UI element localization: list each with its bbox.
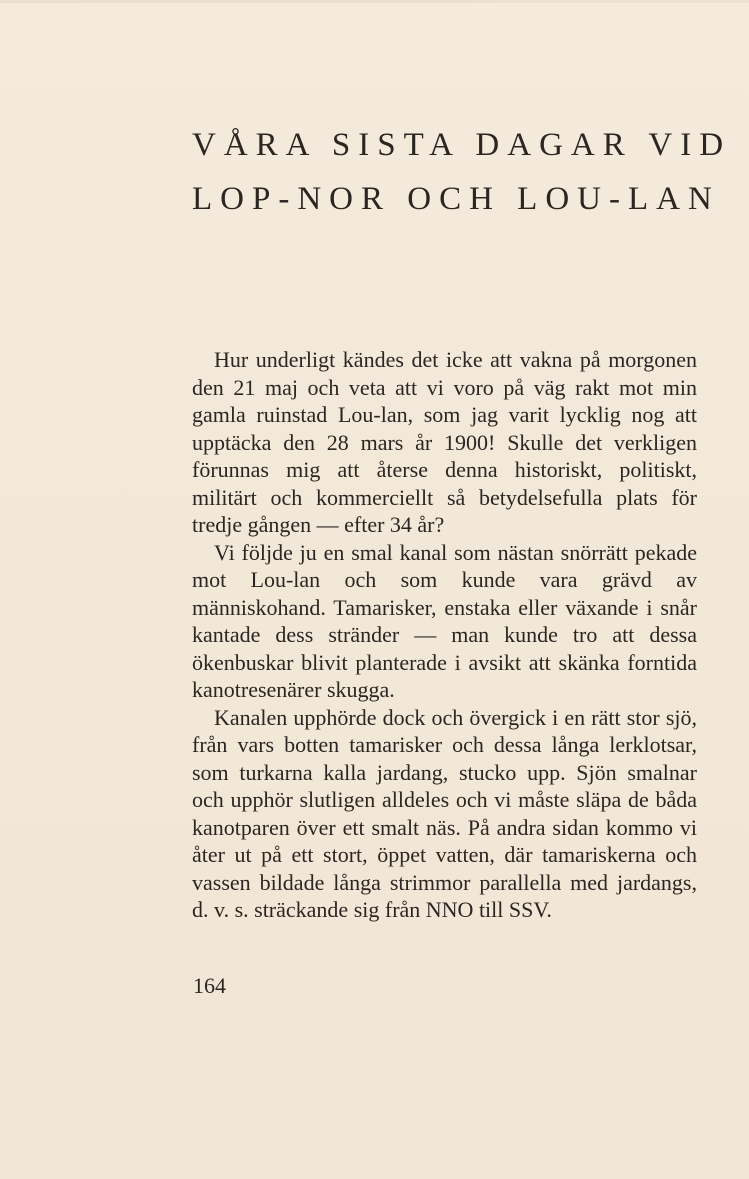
body-text	[192, 346, 697, 924]
paragraph-2: Vi följde ju en smal kanal som nästan snörrätt pekade mot Lou-lan och som kunde vara grävd av människohand. Tamarisker, enstaka eller växande i snår kantade dess stränder — man kunde tro att dessa ökenbuskar blivit planterade i avsikt att skänka forntida kanotresenärer skugga.	[192, 539, 697, 702]
page-number: 164	[193, 973, 226, 998]
page-top-edge	[0, 0, 749, 3]
chapter-title	[192, 118, 732, 226]
chapter-title-line-1: VÅRA SISTA DAGAR VID	[192, 127, 732, 163]
paragraph-3: Kanalen upphörde dock och övergick i en rätt stor sjö, från vars botten tamarisker och dessa långa lerklotsar, som turkarna kalla jardang, stucko upp. Sjön smalnar och upphör slutligen alldeles och vi måste släpa de båda kanotparen över ett smalt näs. På andra sidan kommo vi åter ut på ett stort, öppet vatten, där tamariskerna och vassen bildade långa strimmor parallella med jardangs, d. v. s. sträckande sig från NNO till SSV.	[192, 704, 697, 922]
paragraph-1: Hur underligt kändes det icke att vakna på morgonen den 21 maj och veta att vi voro på väg rakt mot min gamla ruinstad Lou-lan, som jag varit lycklig nog att upptäcka den 28 mars år 1900! Skulle det verkligen förunnas mig att återse denna historiskt, politiskt, militärt och kommerciellt så betydelsefulla plats för tredje gången — efter 34 år?	[192, 347, 697, 537]
chapter-title-line-2: LOP-NOR OCH LOU-LAN	[192, 181, 720, 217]
